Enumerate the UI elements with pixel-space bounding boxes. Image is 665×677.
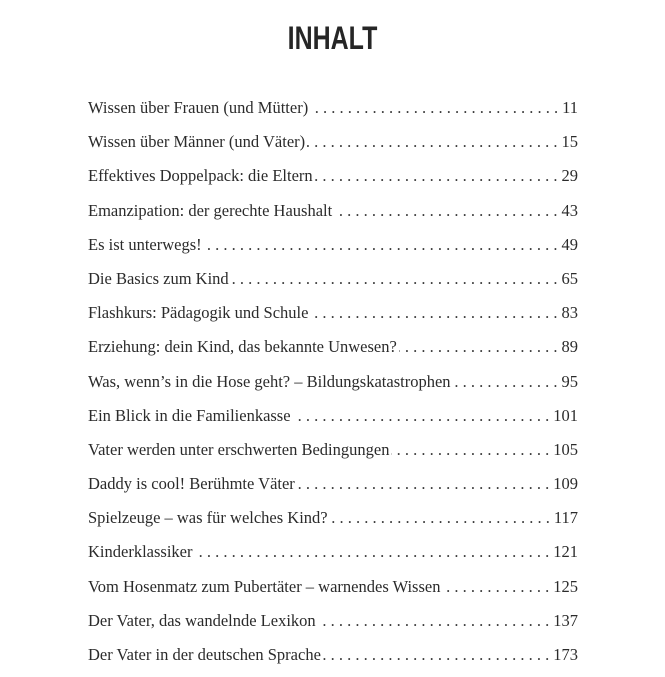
dot-leader <box>330 506 550 530</box>
toc-entry-title: Der Vater, das wandelnde Lexikon <box>88 610 316 630</box>
toc-entry-title: Erziehung: dein Kind, das bekannte Unwesen? <box>88 337 397 357</box>
toc-entry-page: 95 <box>561 371 578 391</box>
toc-entry-title: Emanzipation: der gerechte Haushalt <box>88 200 333 220</box>
toc-entry <box>88 609 578 643</box>
toc-entry <box>88 301 578 335</box>
toc-entry-title: Spielzeuge – was für welches Kind? <box>88 508 328 528</box>
toc-entry-title: Effektives Doppelpack: die Eltern <box>88 166 313 186</box>
dot-leader <box>231 267 558 291</box>
toc-entry <box>88 233 578 267</box>
toc-entry-page: 29 <box>561 166 578 186</box>
table-of-contents <box>88 96 578 677</box>
toc-entry-page: 89 <box>561 337 578 357</box>
page-title: INHALT <box>287 20 378 57</box>
toc-entry <box>88 438 578 472</box>
toc-entry-page: 11 <box>562 98 578 117</box>
toc-entry-title: Vater werden unter erschwerten Bedingungen <box>88 439 390 459</box>
dot-leader <box>293 404 550 428</box>
toc-entry-page: 109 <box>553 474 578 494</box>
toc-entry-page: 15 <box>561 132 578 152</box>
dot-leader <box>315 164 558 188</box>
toc-entry <box>88 643 578 677</box>
toc-entry <box>88 540 578 574</box>
toc-entry-title: Daddy is cool! Berühmte Väter <box>88 474 295 494</box>
dot-leader <box>310 96 558 120</box>
toc-entry-title: Wissen über Frauen (und Mütter) <box>88 98 309 117</box>
toc-entry-page: 65 <box>561 268 578 288</box>
toc-entry <box>88 472 578 506</box>
toc-entry-page: 137 <box>553 610 578 630</box>
dot-leader <box>318 609 550 633</box>
toc-entry-page: 117 <box>553 508 578 528</box>
dot-leader <box>334 199 557 223</box>
toc-entry-page: 121 <box>553 542 578 562</box>
toc-entry-title: Was, wenn’s in die Hose geht? – Bildungskatastrophen <box>88 371 451 391</box>
toc-entry-page: 105 <box>553 439 578 459</box>
toc-entry <box>88 575 578 609</box>
toc-entry-page: 173 <box>553 645 578 664</box>
toc-entry <box>88 96 578 130</box>
toc-entry-title: Kinderklassiker <box>88 542 193 562</box>
dot-leader <box>297 472 549 496</box>
toc-entry-title: Die Basics zum Kind <box>88 268 229 288</box>
toc-entry-page: 83 <box>561 303 578 323</box>
toc-entry-title: Wissen über Männer (und Väter) <box>88 132 306 152</box>
dot-leader <box>391 438 549 462</box>
toc-entry-title: Vom Hosenmatz zum Pubertäter – warnendes Wissen <box>88 576 441 596</box>
toc-entry-page: 125 <box>553 576 578 596</box>
toc-entry <box>88 335 578 369</box>
dot-leader <box>442 575 549 599</box>
dot-leader <box>194 540 549 564</box>
dot-leader <box>323 643 549 667</box>
dot-leader <box>307 130 557 154</box>
toc-entry-page: 49 <box>561 234 578 254</box>
toc-entry-title: Es ist unterwegs! <box>88 234 202 254</box>
dot-leader <box>399 335 558 359</box>
toc-entry <box>88 506 578 540</box>
dot-leader <box>310 301 557 325</box>
toc-entry-page: 43 <box>561 200 578 220</box>
toc-entry-title: Flashkurs: Pädagogik und Schule <box>88 303 309 323</box>
toc-entry <box>88 404 578 438</box>
dot-leader <box>204 233 558 257</box>
toc-entry-title: Ein Blick in die Familienkasse <box>88 405 291 425</box>
dot-leader <box>453 370 558 394</box>
toc-entry <box>88 370 578 404</box>
toc-entry-title: Der Vater in der deutschen Sprache <box>88 645 321 664</box>
toc-entry <box>88 267 578 301</box>
toc-entry <box>88 164 578 198</box>
toc-entry <box>88 130 578 164</box>
toc-entry <box>88 199 578 233</box>
toc-entry-page: 101 <box>553 405 578 425</box>
